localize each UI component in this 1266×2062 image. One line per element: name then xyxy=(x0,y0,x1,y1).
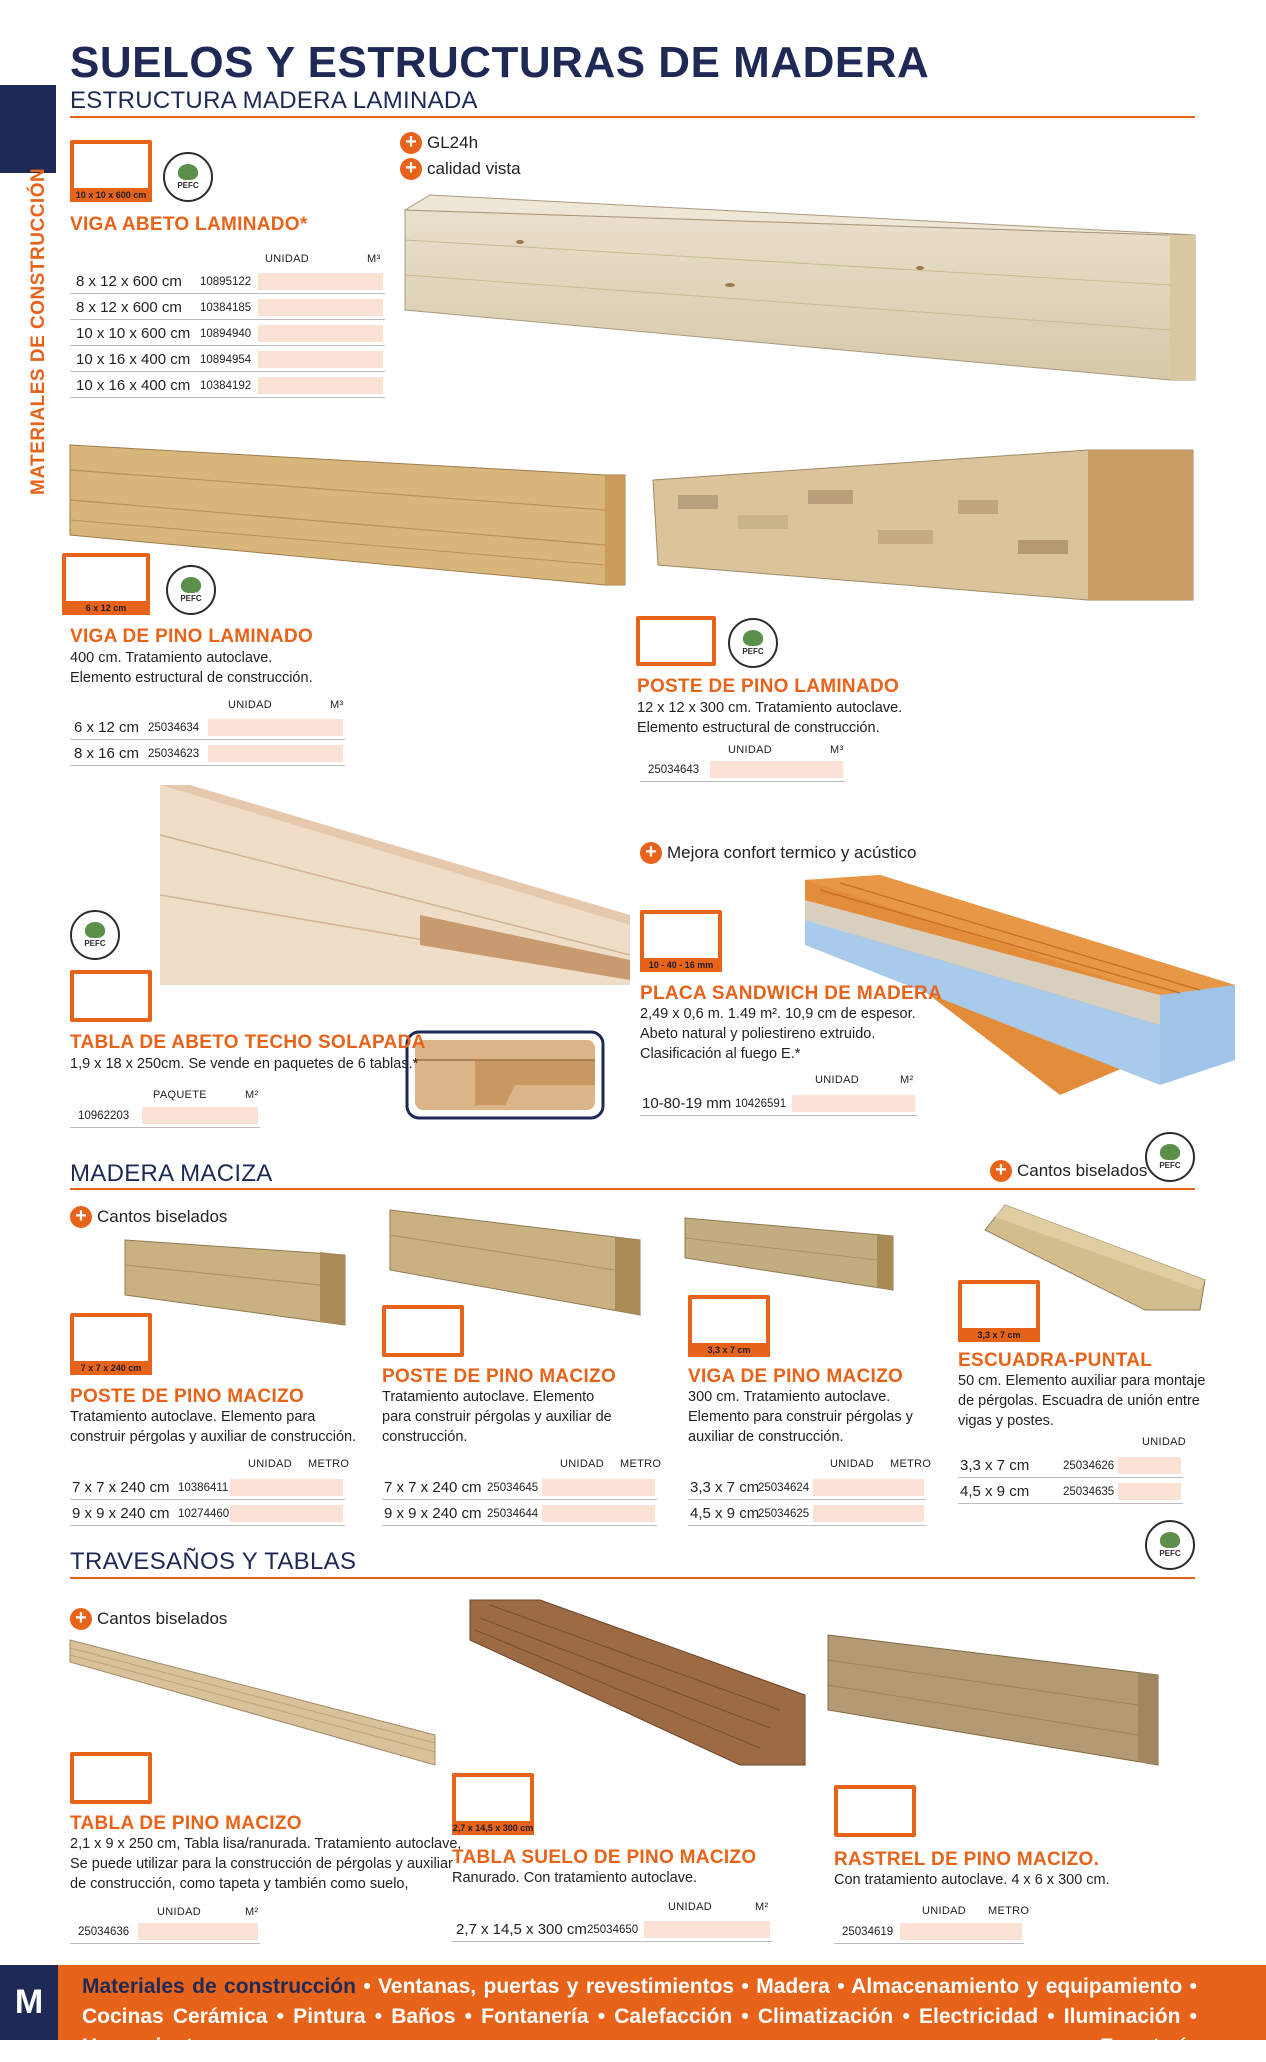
product-name: POSTE DE PINO MACIZO xyxy=(70,1386,305,1407)
row-size: 3,3 x 7 cm xyxy=(690,1479,760,1496)
dimension-frame xyxy=(70,970,152,1022)
floor-plank-image xyxy=(470,1600,810,1770)
row-size: 8 x 12 x 600 cm xyxy=(76,273,182,290)
feature-note-text: Mejora confort termico y acústico xyxy=(667,843,917,862)
col-header-metro: METRO xyxy=(988,1905,1030,1917)
col-header-metro: METRO xyxy=(308,1458,350,1470)
price-field xyxy=(542,1505,655,1522)
row-code: 25034650 xyxy=(587,1923,639,1936)
price-field xyxy=(230,1479,343,1496)
price-field xyxy=(900,1923,1022,1940)
overlap-planks-image xyxy=(160,785,640,990)
price-field xyxy=(208,719,343,736)
row-code: 25034635 xyxy=(1063,1485,1115,1498)
row-code: 25034624 xyxy=(758,1481,810,1494)
section-title-maciza: MADERA MACIZA xyxy=(70,1160,273,1187)
price-field xyxy=(258,299,383,316)
price-field xyxy=(258,273,383,290)
table-row xyxy=(70,270,385,294)
feature-note xyxy=(400,158,521,180)
price-field xyxy=(208,745,343,762)
row-code: 25034643 xyxy=(648,763,700,776)
col-header-unit: UNIDAD xyxy=(728,744,772,756)
footer-lead: Materiales de construcción xyxy=(82,1975,356,1998)
col-header-m3: M³ xyxy=(367,253,381,265)
tree-icon xyxy=(1160,1532,1180,1548)
dimension-frame xyxy=(834,1785,916,1837)
col-header-unit: UNIDAD xyxy=(1142,1436,1186,1448)
price-field xyxy=(1118,1483,1181,1500)
col-header-metro: METRO xyxy=(620,1458,662,1470)
feature-note-text: Cantos biselados xyxy=(1017,1161,1148,1180)
product-name: VIGA DE PINO MACIZO xyxy=(688,1366,904,1387)
row-code: 25034644 xyxy=(487,1507,539,1520)
beam-image xyxy=(400,190,1200,390)
product-desc: de construcción, como tapeta y también como suelo, xyxy=(70,1876,409,1892)
pefc-label: PEFC xyxy=(180,594,202,603)
product-name: TABLA SUELO DE PINO MACIZO xyxy=(452,1847,757,1868)
product-desc: 400 cm. Tratamiento autoclave. xyxy=(70,650,273,666)
price-field xyxy=(792,1095,915,1112)
table-row xyxy=(958,1480,1183,1504)
product-name: TABLA DE PINO MACIZO xyxy=(70,1813,302,1834)
dimension-frame xyxy=(70,140,152,202)
product-name: VIGA ABETO LAMINADO* xyxy=(70,214,308,235)
table-row xyxy=(70,1104,260,1128)
post-image xyxy=(125,1240,350,1330)
table-row xyxy=(834,1920,1024,1944)
table-row xyxy=(640,758,845,782)
row-code: 10962203 xyxy=(78,1109,130,1122)
row-code: 10274460 xyxy=(178,1507,230,1520)
product-desc: Elemento para construir pérgolas y xyxy=(688,1409,913,1425)
col-header-unit: UNIDAD xyxy=(560,1458,604,1470)
tree-icon xyxy=(85,922,105,938)
product-desc: construcción. xyxy=(382,1429,468,1445)
row-code: 10384185 xyxy=(200,301,252,314)
product-name: TABLA DE ABETO TECHO SOLAPADA xyxy=(70,1032,426,1053)
table-row xyxy=(452,1918,772,1942)
pefc-label: PEFC xyxy=(1159,1161,1181,1170)
product-desc: para construir pérgolas y auxiliar de xyxy=(382,1409,612,1425)
row-code: 25034626 xyxy=(1063,1459,1115,1472)
row-size: 10 x 16 x 400 cm xyxy=(76,351,191,368)
feature-note-text: Cantos biselados xyxy=(97,1207,228,1226)
feature-note-text: calidad vista xyxy=(427,159,521,178)
table-row xyxy=(70,1920,260,1944)
product-desc: Elemento estructural de construcción. xyxy=(637,720,880,736)
col-header-m2: M² xyxy=(900,1074,914,1086)
feature-note xyxy=(400,132,478,154)
product-desc: Clasificación al fuego E.* xyxy=(640,1046,801,1062)
section-rule xyxy=(70,116,1195,118)
footer-logo: M xyxy=(0,1965,58,2040)
footer-categories xyxy=(82,1972,1197,2062)
row-size: 4,5 x 9 cm xyxy=(690,1505,760,1522)
dimension-frame xyxy=(958,1280,1040,1342)
pefc-label: PEFC xyxy=(177,181,199,190)
product-desc: Ranurado. Con tratamiento autoclave. xyxy=(452,1870,698,1886)
feature-note xyxy=(990,1160,1147,1182)
row-code: 10384192 xyxy=(200,379,252,392)
table-row xyxy=(958,1454,1183,1478)
col-header-unit: UNIDAD xyxy=(815,1074,859,1086)
row-size: 10 x 16 x 400 cm xyxy=(76,377,191,394)
table-row xyxy=(382,1476,657,1500)
pefc-logo xyxy=(70,910,120,960)
frame-caption: 2,7 x 14,5 x 300 cm xyxy=(452,1823,534,1833)
table-row xyxy=(70,348,385,372)
dimension-frame xyxy=(382,1305,464,1357)
feature-note xyxy=(640,842,916,864)
price-field xyxy=(542,1479,655,1496)
frame-caption: 3,3 x 7 cm xyxy=(688,1343,770,1357)
feature-note xyxy=(70,1608,227,1630)
laminated-post-image xyxy=(648,440,1198,605)
section-rule xyxy=(70,1577,1195,1579)
col-header-m3: M³ xyxy=(330,699,344,711)
row-size: 6 x 12 cm xyxy=(74,719,140,736)
table-row xyxy=(688,1476,926,1500)
row-size: 8 x 12 x 600 cm xyxy=(76,299,182,316)
beam-image xyxy=(685,1218,895,1293)
dimension-frame xyxy=(640,910,722,972)
frame-caption: 3,3 x 7 cm xyxy=(958,1328,1040,1342)
row-size: 7 x 7 x 240 cm xyxy=(72,1479,170,1496)
side-tab xyxy=(0,85,56,173)
dimension-frame xyxy=(62,553,150,615)
plus-icon: + xyxy=(70,1206,92,1228)
col-header-unit: UNIDAD xyxy=(922,1905,966,1917)
plus-icon: + xyxy=(70,1608,92,1630)
row-code: 25034619 xyxy=(842,1925,894,1938)
pefc-logo xyxy=(166,565,216,615)
row-size: 10-80-19 mm xyxy=(642,1095,732,1112)
pefc-label: PEFC xyxy=(84,939,106,948)
dimension-frame xyxy=(70,1313,152,1375)
price-field xyxy=(644,1921,770,1938)
price-field xyxy=(258,377,383,394)
table-row xyxy=(70,374,385,398)
product-desc: Con tratamiento autoclave. 4 x 6 x 300 cm. xyxy=(834,1872,1110,1888)
pefc-logo xyxy=(163,152,213,202)
row-size: 2,7 x 14,5 x 300 cm xyxy=(456,1921,587,1938)
product-desc: Elemento estructural de construcción. xyxy=(70,670,313,686)
price-field xyxy=(138,1923,258,1940)
row-code: 25034625 xyxy=(758,1507,810,1520)
col-header-unit: UNIDAD xyxy=(248,1458,292,1470)
plus-icon: + xyxy=(990,1160,1012,1182)
product-desc: 300 cm. Tratamiento autoclave. xyxy=(688,1389,891,1405)
row-size: 7 x 7 x 240 cm xyxy=(384,1479,482,1496)
product-name: POSTE DE PINO LAMINADO xyxy=(637,676,900,697)
dimension-frame xyxy=(636,616,716,666)
frame-caption: 10 - 40 - 16 mm xyxy=(640,958,722,972)
feature-note xyxy=(70,1206,227,1228)
row-code: 10386411 xyxy=(178,1481,229,1494)
product-desc: Tratamiento autoclave. Elemento para xyxy=(70,1409,316,1425)
table-row xyxy=(70,1502,345,1526)
row-code: 25034645 xyxy=(487,1481,539,1494)
col-header-unit: UNIDAD xyxy=(228,699,272,711)
table-row xyxy=(70,322,385,346)
product-name: ESCUADRA-PUNTAL xyxy=(958,1350,1153,1371)
col-header-metro: METRO xyxy=(890,1458,932,1470)
footer-bar xyxy=(0,1965,1266,2058)
product-desc: vigas y postes. xyxy=(958,1413,1054,1429)
col-header-paquete: PAQUETE xyxy=(153,1089,207,1101)
row-code: 10895122 xyxy=(200,275,252,288)
price-field xyxy=(258,325,383,342)
dimension-frame xyxy=(688,1295,770,1357)
pefc-logo xyxy=(728,618,778,668)
product-name: RASTREL DE PINO MACIZO. xyxy=(834,1849,1100,1870)
section-title-travesanos: TRAVESAÑOS Y TABLAS xyxy=(70,1548,357,1575)
row-size: 4,5 x 9 cm xyxy=(960,1483,1030,1500)
col-header-m3: M³ xyxy=(830,744,844,756)
feature-note-text: Cantos biselados xyxy=(97,1609,228,1628)
price-field xyxy=(258,351,383,368)
pefc-logo xyxy=(1145,1520,1195,1570)
product-name: PLACA SANDWICH DE MADERA xyxy=(640,983,943,1004)
product-name: VIGA DE PINO LAMINADO xyxy=(70,626,314,647)
col-header-unit: UNIDAD xyxy=(157,1906,201,1918)
col-header-unit: UNIDAD xyxy=(265,253,309,265)
section-title-laminada: ESTRUCTURA MADERA LAMINADA xyxy=(70,87,478,114)
plus-icon: + xyxy=(400,132,422,154)
section-rule xyxy=(70,1188,1195,1190)
product-desc: auxiliar de construcción. xyxy=(688,1429,844,1445)
tree-icon xyxy=(178,164,198,180)
price-field xyxy=(710,761,843,778)
pefc-logo xyxy=(1145,1132,1195,1182)
footer-category-list: • Ventanas, puertas y revestimientos • Madera • Almacenamiento y equipamiento • Cocinas Cerámica • Pintura • Baños • Fontanería • Calefacción • Climatización • Electricidad • Iluminación • Herramientas • Ferretería xyxy=(82,1975,1197,2058)
row-size: 10 x 10 x 600 cm xyxy=(76,325,191,342)
product-desc: Tratamiento autoclave. Elemento xyxy=(382,1389,595,1405)
table-row xyxy=(70,742,345,766)
frame-caption: 7 x 7 x 240 cm xyxy=(70,1361,152,1375)
row-code: 25034634 xyxy=(148,721,200,734)
table-row xyxy=(382,1502,657,1526)
feature-note-text: GL24h xyxy=(427,133,479,152)
side-category-label: MATERIALES DE CONSTRUCCIÓN xyxy=(28,167,49,495)
table-row xyxy=(70,716,345,740)
price-field xyxy=(813,1479,924,1496)
table-row xyxy=(70,1476,345,1500)
product-desc: 2,1 x 9 x 250 cm, Tabla lisa/ranurada. Tratamiento autoclave, xyxy=(70,1836,462,1852)
row-code: 10894940 xyxy=(200,327,252,340)
col-header-m2: M² xyxy=(245,1089,259,1101)
product-desc: de pérgolas. Escuadra de unión entre xyxy=(958,1393,1200,1409)
price-field xyxy=(230,1505,343,1522)
plank-image xyxy=(70,1640,440,1765)
product-name: POSTE DE PINO MACIZO xyxy=(382,1366,617,1387)
tree-icon xyxy=(743,630,763,646)
col-header-unit: UNIDAD xyxy=(668,1901,712,1913)
row-code: 25034623 xyxy=(148,747,200,760)
product-desc: Se puede utilizar para la construcción de pérgolas y auxiliar xyxy=(70,1856,453,1872)
plus-icon: + xyxy=(640,842,662,864)
product-desc: 12 x 12 x 300 cm. Tratamiento autoclave. xyxy=(637,700,903,716)
frame-caption: 6 x 12 cm xyxy=(62,601,150,615)
dimension-frame xyxy=(452,1773,534,1835)
row-size: 9 x 9 x 240 cm xyxy=(384,1505,482,1522)
pefc-label: PEFC xyxy=(742,647,764,656)
row-size: 9 x 9 x 240 cm xyxy=(72,1505,170,1522)
product-desc: 2,49 x 0,6 m. 1.49 m². 10,9 cm de espesor. xyxy=(640,1006,916,1022)
tree-icon xyxy=(181,577,201,593)
row-size: 3,3 x 7 cm xyxy=(960,1457,1030,1474)
tree-icon xyxy=(1160,1144,1180,1160)
price-field xyxy=(813,1505,924,1522)
row-code: 10426591 xyxy=(735,1097,787,1110)
product-desc: construir pérgolas y auxiliar de construcción. xyxy=(70,1429,357,1445)
product-desc: 50 cm. Elemento auxiliar para montaje xyxy=(958,1373,1206,1389)
price-field xyxy=(1118,1457,1181,1474)
col-header-unit: UNIDAD xyxy=(830,1458,874,1470)
table-row xyxy=(70,296,385,320)
page-title: SUELOS Y ESTRUCTURAS DE MADERA xyxy=(70,38,930,87)
product-desc: 1,9 x 18 x 250cm. Se vende en paquetes de 6 tablas.* xyxy=(70,1056,419,1072)
joint-detail-image xyxy=(405,1030,605,1120)
price-field xyxy=(142,1107,258,1124)
pine-beam-image xyxy=(70,440,630,590)
row-size: 8 x 16 cm xyxy=(74,745,140,762)
table-row xyxy=(688,1502,926,1526)
pefc-label: PEFC xyxy=(1159,1549,1181,1558)
col-header-m2: M² xyxy=(755,1901,769,1913)
rastrel-image xyxy=(828,1635,1163,1770)
frame-caption: 10 x 10 x 600 cm xyxy=(70,188,152,202)
plus-icon: + xyxy=(400,158,422,180)
post-image xyxy=(390,1210,645,1320)
dimension-frame xyxy=(70,1752,152,1804)
product-desc: Abeto natural y poliestireno extruido. xyxy=(640,1026,876,1042)
row-code: 10894954 xyxy=(200,353,252,366)
row-code: 25034636 xyxy=(78,1925,130,1938)
col-header-m2: M² xyxy=(245,1906,259,1918)
table-row xyxy=(640,1092,917,1116)
